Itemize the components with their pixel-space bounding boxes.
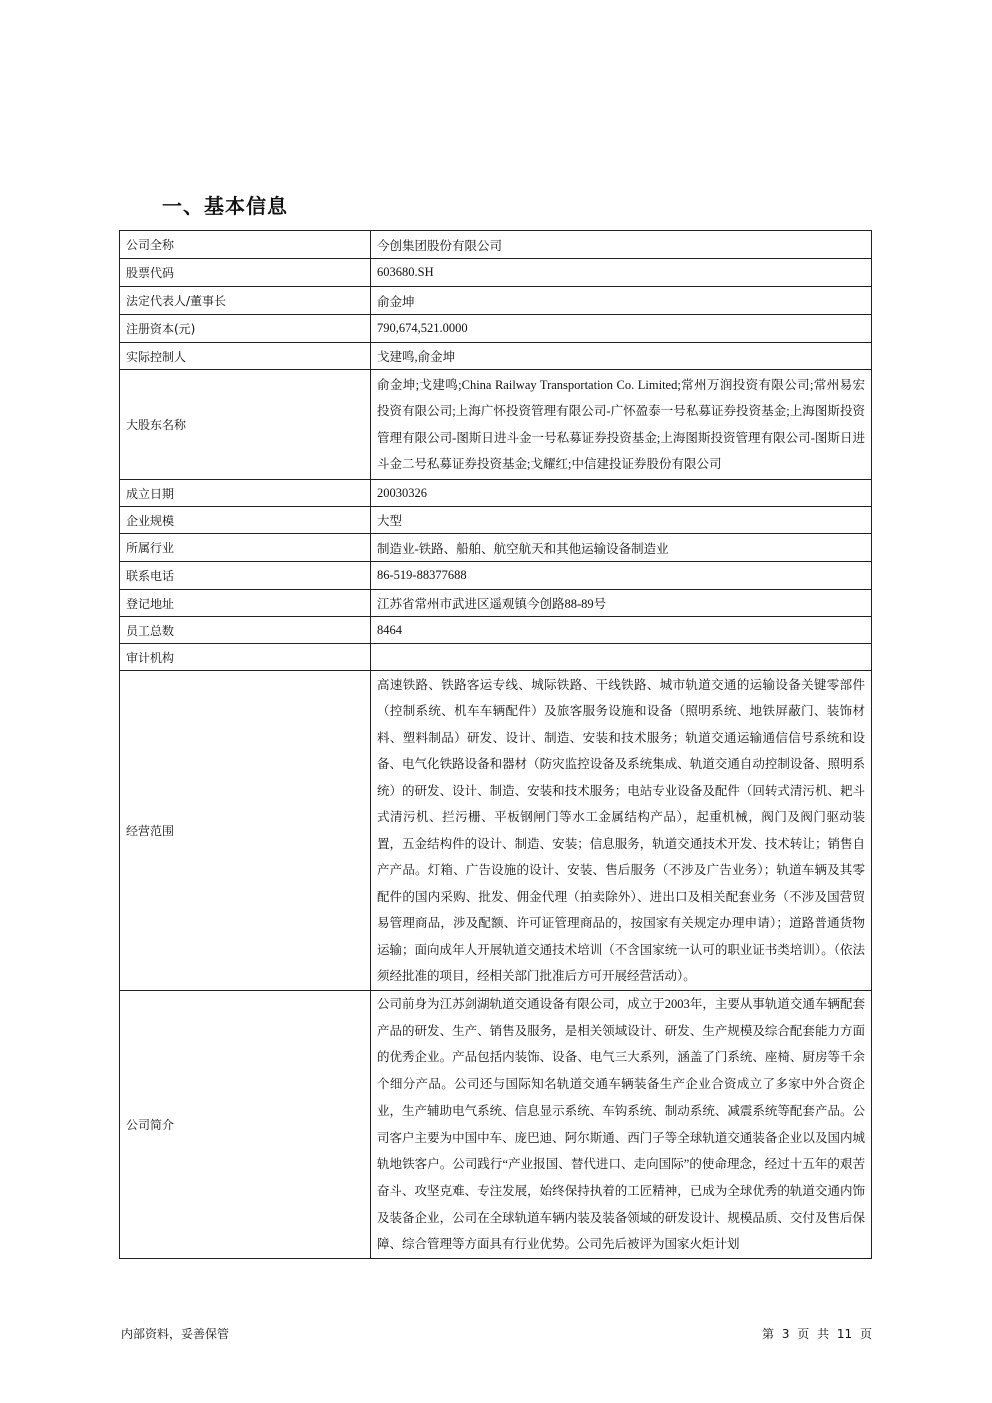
- table-row: [120, 287, 872, 315]
- row-value-industry: 制造业-铁路、船舶、航空航天和其他运输设备制造业: [371, 534, 872, 562]
- footer-page-number: 第 3 页 共 11 页: [762, 1327, 872, 1341]
- table-row: [120, 617, 872, 644]
- row-value-phone: 86-519-88377688: [371, 562, 872, 590]
- table-row: [120, 259, 872, 287]
- table-row: [120, 370, 872, 480]
- row-value-stock-code: 603680.SH: [371, 259, 872, 287]
- row-value-company-intro: 公司前身为江苏剑湖轨道交通设备有限公司，成立于2003年，主要从事轨道交通车辆配套产品的研发、生产、销售及服务，是相关领域设计、研发、生产规模及综合配套能力方面的优秀企业。产品包括内装饰、设备、电气三大系列，涵盖了门系统、座椅、厨房等千余个细分产品。公司还与国际知名轨道交通车辆装备生产企业合资成立了多家中外合资企业，生产辅助电气系统、信息显示系统、车钩系统、制动系统、减震系统等配套产品。公司客户主要为中国中车、庞巴迪、阿尔斯通、西门子等全球轨道交通装备企业以及国内城轨地铁客户。公司践行“产业报国、替代进口、走向国际”的使命理念，经过十五年的艰苦奋斗、攻坚克难、专注发展，始终保持执着的工匠精神，已成为全球优秀的轨道交通内饰及装备企业，公司在全球轨道车辆内装及装备领域的研发设计、规模品质、交付及售后保障、综合管理等方面具有行业优势。公司先后被评为国家火炬计划: [371, 991, 872, 1259]
- row-label-auditor: 审计机构: [120, 644, 371, 671]
- row-label-address: 登记地址: [120, 590, 371, 617]
- table-row: [120, 480, 872, 507]
- table-row: [120, 562, 872, 590]
- row-label-business-scope: 经营范围: [120, 671, 371, 991]
- table-row: [120, 231, 872, 259]
- table-row: [120, 644, 872, 671]
- section-title: 一、基本信息: [162, 194, 288, 218]
- row-value-company-name: 今创集团股份有限公司: [371, 231, 872, 259]
- table-row: [120, 315, 872, 343]
- row-label-registered-capital: 注册资本(元): [120, 315, 371, 343]
- row-label-phone: 联系电话: [120, 562, 371, 590]
- row-value-business-scope: 高速铁路、铁路客运专线、城际铁路、干线铁路、城市轨道交通的运输设备关键零部件（控制系统、机车车辆配件）及旅客服务设施和设备（照明系统、地铁屏蔽门、装饰材料、塑料制品）研发、设计、制造、安装和技术服务；轨道交通运输通信信号系统和设备、电气化铁路设备和器材（防灾监控设备及系统集成、轨道交通自动控制设备、照明系统）的研发、设计、制造、安装和技术服务；电站专业设备及配件（回转式清污机、耙斗式清污机、拦污栅、平板钢闸门等水工金属结构产品），起重机械，阀门及阀门驱动装置，五金结构件的设计、制造、安装；信息服务，轨道交通技术开发、技术转让；销售自产产品。灯箱、广告设施的设计、安装、售后服务（不涉及广告业务）；轨道车辆及其零配件的国内采购、批发、佣金代理（拍卖除外）、进出口及相关配套业务（不涉及国营贸易管理商品，涉及配额、许可证管理商品的，按国家有关规定办理申请）；道路普通货物运输；面向成年人开展轨道交通技术培训（不含国家统一认可的职业证书类培训）。（依法须经批准的项目，经相关部门批准后方可开展经营活动）。: [371, 671, 872, 991]
- table-row: [120, 343, 872, 370]
- row-label-company-name: 公司全称: [120, 231, 371, 259]
- row-label-company-intro: 公司简介: [120, 991, 371, 1259]
- footer-confidential-note: 内部资料，妥善保管: [121, 1327, 230, 1341]
- table-row: [120, 991, 872, 1259]
- row-label-stock-code: 股票代码: [120, 259, 371, 287]
- row-value-employees: 8464: [371, 617, 872, 644]
- row-value-founded-date: 20030326: [371, 480, 872, 507]
- row-value-auditor: [371, 644, 872, 671]
- row-label-legal-rep: 法定代表人/董事长: [120, 287, 371, 315]
- basic-info-table: [119, 230, 872, 1259]
- row-label-employees: 员工总数: [120, 617, 371, 644]
- table-row: [120, 507, 872, 534]
- row-label-scale: 企业规模: [120, 507, 371, 534]
- row-label-controller: 实际控制人: [120, 343, 371, 370]
- row-value-legal-rep: 俞金坤: [371, 287, 872, 315]
- row-value-registered-capital: 790,674,521.0000: [371, 315, 872, 343]
- table-row: [120, 534, 872, 562]
- row-value-major-shareholders: 俞金坤;戈建鸣;China Railway Transportation Co. Limited;常州万润投资有限公司;常州易宏投资有限公司;上海广怀投资管理有限公司-广怀盈泰一号私募证券投资基金;上海图斯投资管理有限公司-图斯日进斗金一号私募证券投资基金;上海图斯投资管理有限公司-图斯日进斗金二号私募证券投资基金;戈耀红;中信建投证券股份有限公司: [371, 370, 872, 480]
- table-row: [120, 671, 872, 991]
- table-row: [120, 590, 872, 617]
- row-value-scale: 大型: [371, 507, 872, 534]
- row-label-industry: 所属行业: [120, 534, 371, 562]
- row-label-founded-date: 成立日期: [120, 480, 371, 507]
- row-value-controller: 戈建鸣,俞金坤: [371, 343, 872, 370]
- row-value-address: 江苏省常州市武进区遥观镇今创路88-89号: [371, 590, 872, 617]
- row-label-major-shareholders: 大股东名称: [120, 370, 371, 480]
